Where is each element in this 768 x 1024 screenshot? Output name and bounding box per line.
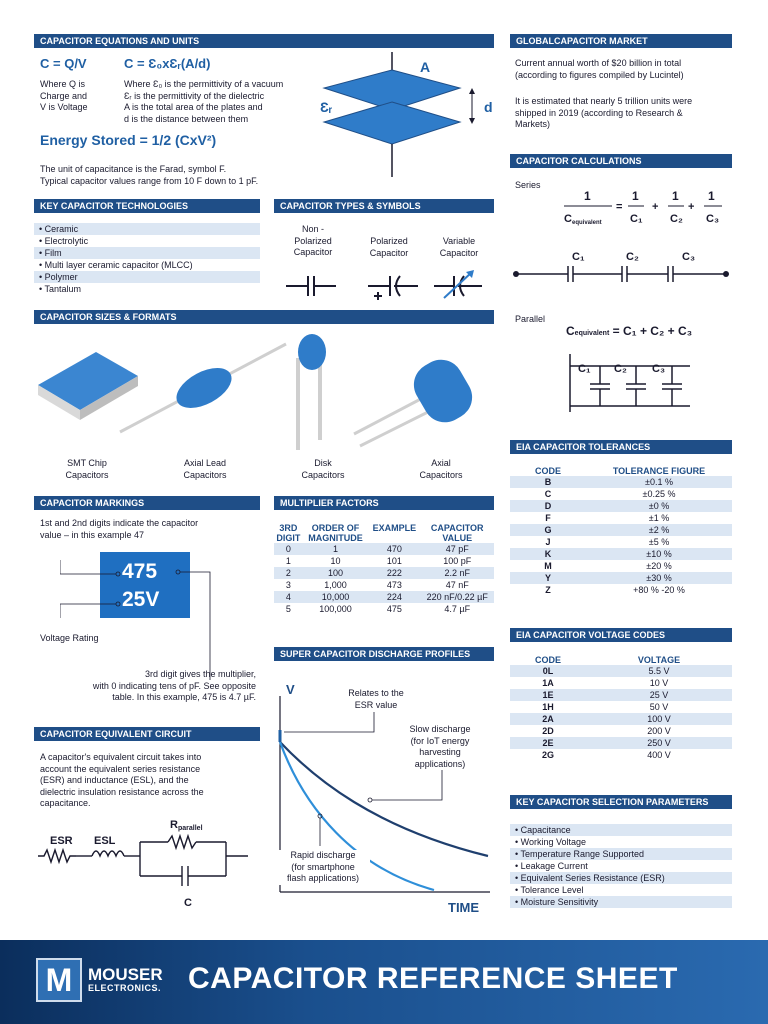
size-label-smt: SMT Chip Capacitors	[65, 458, 109, 480]
table-cell: 100 pF	[443, 556, 472, 566]
equivalent-circuit-diagram	[36, 816, 262, 912]
table-cell: ±0.25 %	[642, 489, 676, 499]
markings-intro: 1st and 2nd digits indicate the capacitor value – in this example 47	[40, 518, 199, 540]
equation-permittivity: C = Ɛ₀xƐᵣ(A/d)	[124, 56, 211, 71]
marking-code: 475	[122, 560, 158, 583]
table-cell: 2.2 nF	[420, 567, 494, 579]
table-cell: J	[545, 537, 551, 547]
capacitance-unit-text: The unit of capacitance is the Farad, symbol F. Typical capacitor values range from 10 F down to 1 pF.	[40, 164, 259, 186]
voltage-rating-label: Voltage Rating	[40, 633, 99, 643]
table-row	[510, 677, 732, 689]
marking-leader-lines	[60, 540, 260, 685]
equivalent-header: CAPACITOR EQUIVALENT CIRCUIT	[34, 727, 260, 741]
type-polar-label: Polarized Capacitor	[369, 236, 409, 258]
table-row	[274, 543, 494, 555]
market-header: GLOBALCAPACITOR MARKET	[510, 34, 732, 48]
col-header: CAPACITOR VALUE	[430, 523, 484, 543]
table-cell: 224	[368, 591, 420, 603]
table-cell: ±0 %	[586, 500, 732, 512]
svg-text:C₃: C₃	[706, 213, 720, 225]
table-cell: 400 V	[647, 750, 671, 760]
list-item: • Working Voltage	[515, 837, 587, 847]
table-cell: ±20 %	[646, 561, 672, 571]
table-cell: 2E	[510, 737, 586, 749]
c-label: C	[184, 897, 192, 909]
svg-text:C₁: C₁	[572, 251, 585, 263]
table-cell: 473	[386, 580, 402, 590]
list-item: • Leakage Current	[515, 861, 588, 871]
table-cell: 2	[274, 567, 303, 579]
markings-description: 3rd digit gives the multiplier, with 0 indicating tens of pF. See opposite table. In this example, 475 is 4.7 µF.	[92, 669, 256, 702]
col-header: ORDER OF MAGNITUDE	[308, 523, 363, 543]
voltage-codes-table	[510, 655, 732, 761]
list-item: • Tolerance Level	[515, 885, 584, 895]
esr-note: Relates to the ESR value	[348, 688, 404, 710]
table-row	[510, 476, 732, 488]
table-cell: Z	[545, 585, 551, 595]
equation-charge-desc: Where Q is Charge and V is Voltage	[40, 79, 88, 112]
market-text-1: Current annual worth of $20 billion in total (according to figures compiled by Lucintel)	[515, 58, 684, 80]
svg-text:1: 1	[672, 189, 679, 203]
table-cell: B	[510, 476, 586, 488]
parallel-formula: Cequivalent = C₁ + C₂ + C₃	[566, 324, 693, 338]
svg-text:C₃: C₃	[652, 363, 666, 375]
table-cell: 1E	[510, 689, 586, 701]
svg-text:+: +	[688, 201, 695, 213]
table-row	[510, 725, 732, 737]
table-row	[274, 579, 494, 591]
svg-text:1: 1	[708, 189, 715, 203]
type-nonpolar-label: Non - Polarized Capacitor	[293, 224, 333, 257]
table-cell: 10,000	[303, 591, 368, 603]
list-item: • Film	[34, 247, 260, 259]
svg-text:C: C	[564, 213, 572, 225]
chart-v-label: V	[286, 682, 295, 697]
table-cell: K	[510, 548, 586, 560]
col-header: 3RD DIGIT	[276, 523, 301, 543]
table-row	[510, 701, 732, 713]
svg-text:1: 1	[584, 189, 591, 203]
table-cell: C	[544, 489, 552, 499]
table-cell: F	[545, 513, 551, 523]
table-row	[274, 591, 494, 603]
table-row	[510, 713, 732, 725]
table-cell: 1H	[542, 702, 554, 712]
list-item: • Temperature Range Supported	[510, 848, 732, 860]
table-cell: 47 nF	[445, 580, 469, 590]
equations-header: CAPACITOR EQUATIONS AND UNITS	[34, 34, 494, 48]
calculations-header: CAPACITOR CALCULATIONS	[510, 154, 732, 168]
rparallel-label: R	[170, 819, 178, 831]
col-header: VOLTAGE	[637, 655, 681, 665]
table-cell: 1	[285, 556, 291, 566]
col-header: CODE	[534, 466, 561, 476]
tolerances-header: EIA CAPACITOR TOLERANCES	[510, 440, 732, 454]
svg-text:equivalent: equivalent	[572, 220, 602, 226]
tolerances-table	[510, 466, 732, 596]
equation-energy: Energy Stored = 1/2 (CxV²)	[40, 132, 217, 148]
mouser-logo-text: MOUSER ELECTRONICS.	[88, 965, 163, 993]
table-cell: 5	[285, 604, 291, 614]
table-cell: 222	[368, 567, 420, 579]
esl-label: ESL	[94, 835, 116, 847]
svg-text:C₂: C₂	[626, 251, 639, 263]
slow-discharge-note: Slow discharge (for IoT energy harvesting applications)	[409, 724, 471, 769]
svg-text:C₂: C₂	[670, 213, 683, 225]
diagram-label-distance: d	[484, 99, 493, 115]
table-row	[510, 689, 732, 701]
selection-list	[510, 824, 732, 908]
table-cell: 0	[274, 543, 303, 555]
svg-text:C₁: C₁	[630, 213, 643, 225]
table-row	[510, 749, 732, 761]
table-cell: 4.7 µF	[444, 604, 471, 614]
table-cell: G	[510, 524, 586, 536]
table-cell: Y	[510, 572, 586, 584]
technologies-list	[34, 223, 260, 295]
mouser-logo-mark: M	[36, 958, 82, 1002]
types-header: CAPACITOR TYPES & SYMBOLS	[274, 199, 494, 213]
col-header: TOLERANCE FIGURE	[612, 466, 706, 476]
svg-text:1: 1	[632, 189, 639, 203]
table-cell: 101	[386, 556, 402, 566]
voltage-codes-header: EIA CAPACITOR VOLTAGE CODES	[510, 628, 732, 642]
esr-label: ESR	[50, 835, 73, 847]
multiplier-header: MULTIPLIER FACTORS	[274, 496, 494, 510]
table-cell: ±5 %	[648, 537, 670, 547]
table-row	[510, 524, 732, 536]
equation-charge: C = Q/V	[40, 56, 87, 71]
svg-text:parallel: parallel	[178, 825, 203, 832]
page-title: CAPACITOR REFERENCE SHEET	[188, 962, 678, 995]
supercap-header: SUPER CAPACITOR DISCHARGE PROFILES	[274, 647, 494, 661]
sizes-header: CAPACITOR SIZES & FORMATS	[34, 310, 494, 324]
table-cell: 10	[330, 556, 341, 566]
svg-text:C₃: C₃	[682, 251, 696, 263]
table-cell: 25 V	[586, 689, 732, 701]
parallel-circuit	[560, 350, 700, 416]
diagram-label-area: A	[420, 59, 431, 75]
table-cell: +80 % -20 %	[633, 585, 685, 595]
list-item: • Ceramic	[34, 223, 260, 235]
table-cell: 4	[274, 591, 303, 603]
size-label-axial: Axial Capacitors	[419, 458, 463, 480]
svg-text:C₁: C₁	[578, 363, 591, 375]
table-cell: 475	[386, 604, 402, 614]
table-cell: 10 V	[649, 678, 669, 688]
table-cell: 470	[368, 543, 420, 555]
table-cell: 1,000	[324, 580, 347, 590]
table-cell: 5.5 V	[586, 665, 732, 677]
table-cell: ±2 %	[586, 524, 732, 536]
table-cell: 1	[303, 543, 368, 555]
market-text-2: It is estimated that nearly 5 trillion units were shipped in 2019 (according to Research & Markets)	[515, 96, 693, 129]
table-row	[274, 555, 494, 567]
size-label-axial-lead: Axial Lead Capacitors	[183, 458, 227, 480]
table-row	[510, 536, 732, 548]
table-cell: 100,000	[319, 604, 352, 614]
equivalent-text: A capacitor's equivalent circuit takes into account the equivalent series resistance (ESR) and inductance (ESL), and the dielectric insulation resistance across the capacitance.	[40, 752, 204, 808]
technologies-header: KEY CAPACITOR TECHNOLOGIES	[34, 199, 260, 213]
table-cell: 2G	[541, 750, 554, 760]
type-variable-label: Variable Capacitor	[439, 236, 479, 258]
table-cell: 50 V	[649, 702, 669, 712]
markings-header: CAPACITOR MARKINGS	[34, 496, 260, 510]
series-label: Series	[515, 180, 541, 190]
table-row	[510, 572, 732, 584]
table-row	[510, 500, 732, 512]
table-row	[510, 560, 732, 572]
footer-banner	[0, 940, 768, 1024]
table-cell: 1A	[542, 678, 554, 688]
table-row	[510, 737, 732, 749]
list-item: • Moisture Sensitivity	[510, 896, 732, 908]
table-cell: ±0.1 %	[586, 476, 732, 488]
rapid-discharge-note: Rapid discharge (for smartphone flash applications)	[276, 850, 370, 885]
table-row	[510, 584, 732, 596]
list-item: • Equivalent Series Resistance (ESR)	[510, 872, 732, 884]
table-cell: ±10 %	[586, 548, 732, 560]
svg-text:=: =	[616, 201, 623, 213]
list-item: • Tantalum	[39, 284, 82, 294]
table-cell: 100	[303, 567, 368, 579]
table-row	[274, 567, 494, 579]
chart-time-label: TIME	[448, 900, 480, 915]
series-circuit	[512, 248, 732, 288]
marking-voltage: 25V	[122, 588, 160, 611]
table-cell: 200 V	[647, 726, 671, 736]
table-cell: 250 V	[586, 737, 732, 749]
table-row	[510, 665, 732, 677]
table-cell: 3	[285, 580, 291, 590]
table-cell: 2A	[510, 713, 586, 725]
table-cell: 2D	[542, 726, 554, 736]
parallel-label: Parallel	[515, 314, 546, 324]
table-cell: 47 pF	[420, 543, 494, 555]
size-label-disk: Disk Capacitors	[301, 458, 345, 480]
table-cell: 100 V	[586, 713, 732, 725]
table-cell: 0L	[510, 665, 586, 677]
multiplier-table	[274, 523, 494, 615]
table-cell: M	[544, 561, 552, 571]
capacitor-sizes-illustration	[34, 330, 494, 455]
table-cell: 220 nF/0.22 µF	[420, 591, 494, 603]
table-row	[510, 488, 732, 500]
col-header: CODE	[534, 655, 561, 665]
svg-text:+: +	[652, 201, 659, 213]
list-item: • Capacitance	[510, 824, 732, 836]
table-row	[274, 603, 494, 615]
svg-text:C₂: C₂	[614, 363, 627, 375]
series-formula	[560, 186, 730, 232]
equation-permittivity-desc: Where Ɛ₀ is the permittivity of a vacuum Ɛᵣ is the permittivity of the dielectric A is the total area of the plates and d is the distance between them	[124, 79, 284, 124]
diagram-label-er: Ɛᵣ	[320, 99, 333, 115]
capacitor-symbols	[284, 270, 494, 304]
selection-header: KEY CAPACITOR SELECTION PARAMETERS	[510, 795, 732, 809]
parallel-plate-diagram	[320, 52, 500, 182]
table-row	[510, 512, 732, 524]
list-item: • Polymer	[34, 271, 260, 283]
list-item: • Multi layer ceramic capacitor (MLCC)	[39, 260, 193, 270]
col-header: EXAMPLE	[372, 523, 417, 533]
table-cell: ±1 %	[648, 513, 670, 523]
table-cell: ±30 %	[586, 572, 732, 584]
table-cell: D	[510, 500, 586, 512]
table-row	[510, 548, 732, 560]
list-item: • Electrolytic	[39, 236, 89, 246]
